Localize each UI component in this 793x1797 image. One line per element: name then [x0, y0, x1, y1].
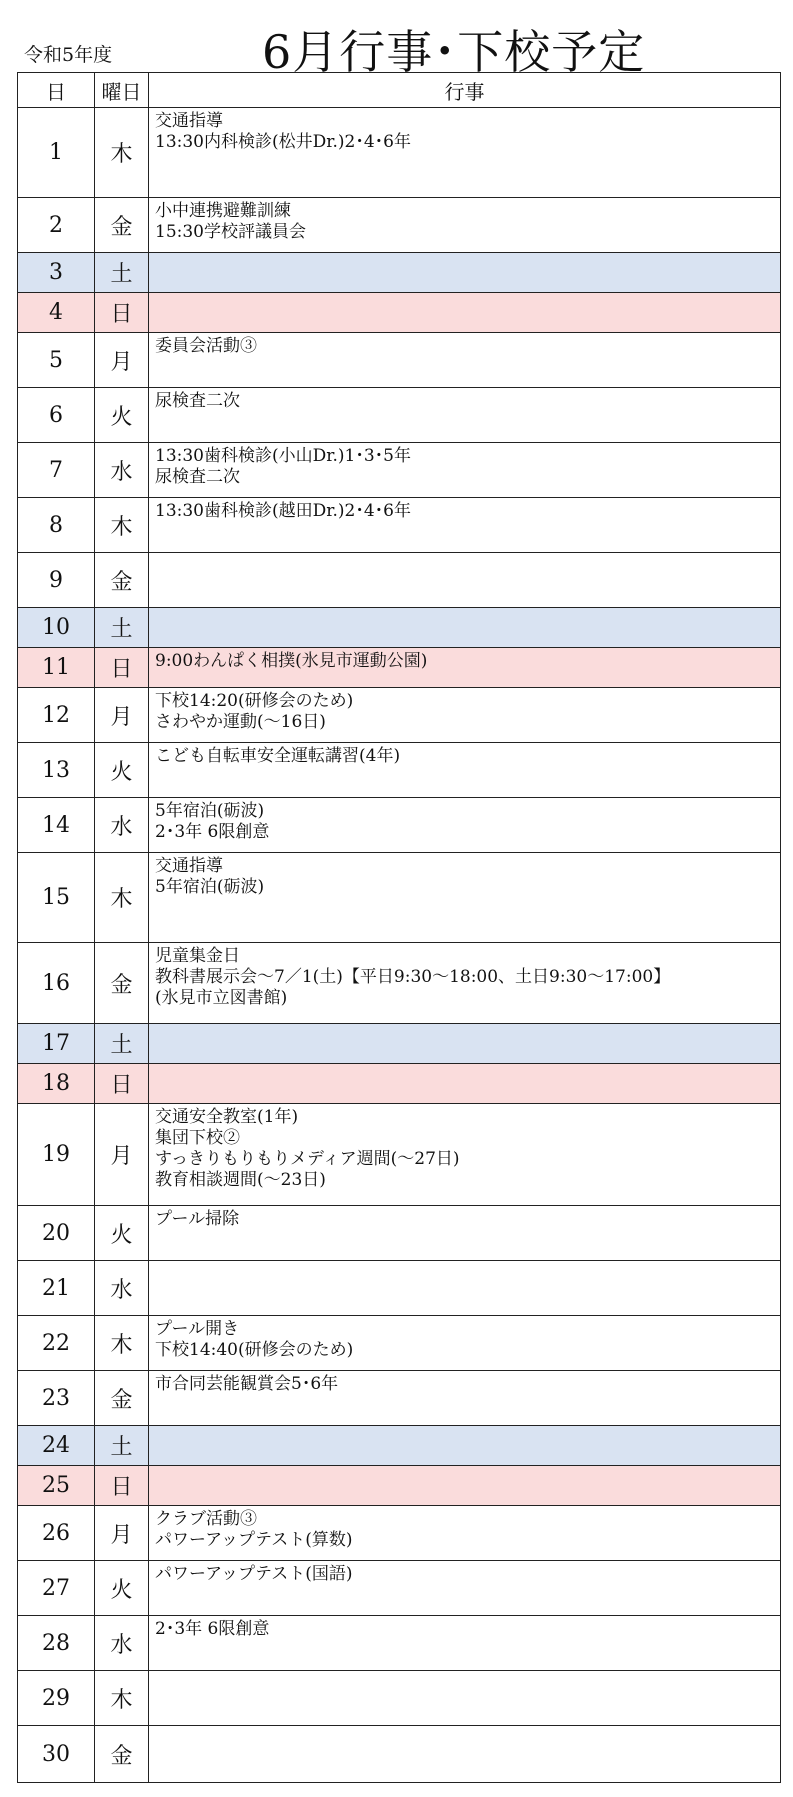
day-number: 12	[18, 688, 95, 743]
event-item: こども自転車安全運転講習(4年)	[155, 746, 401, 766]
day-of-week: 火	[95, 743, 149, 798]
event-item: (氷見市立図書館)	[155, 988, 288, 1008]
column-header-dow: 曜日	[95, 73, 149, 108]
table-row	[18, 253, 781, 293]
event-item: 集団下校②	[155, 1128, 240, 1148]
event-cell	[149, 1261, 781, 1316]
event-cell	[149, 1426, 781, 1466]
table-row	[18, 198, 781, 253]
event-item: 交通指導	[155, 111, 223, 131]
day-number: 15	[18, 853, 95, 943]
table-row	[18, 498, 781, 553]
day-of-week: 日	[95, 648, 149, 688]
day-number: 7	[18, 443, 95, 498]
event-item: 15:30学校評議員会	[155, 222, 306, 242]
event-cell	[149, 388, 781, 443]
page-title: 6月行事･下校予定	[262, 25, 646, 79]
event-item: 市合同芸能観賞会5･6年	[155, 1374, 339, 1394]
event-item: 13:30歯科検診(越田Dr.)2･4･6年	[155, 501, 411, 521]
event-item: パワーアップテスト(算数)	[155, 1530, 353, 1550]
event-cell	[149, 1064, 781, 1104]
event-item: 下校14:20(研修会のため)	[155, 691, 354, 711]
day-of-week: 土	[95, 253, 149, 293]
table-row	[18, 333, 781, 388]
header-row	[18, 73, 781, 108]
event-item: 2･3年 6限創意	[155, 1619, 270, 1639]
event-cell	[149, 198, 781, 253]
day-of-week: 金	[95, 943, 149, 1024]
event-item: 9:00わんぱく相撲(氷見市運動公園)	[155, 651, 428, 671]
table-row	[18, 388, 781, 443]
event-item: 小中連携避難訓練	[155, 201, 291, 221]
day-number: 19	[18, 1104, 95, 1206]
day-of-week: 木	[95, 498, 149, 553]
event-cell	[149, 943, 781, 1024]
schedule-body	[18, 108, 781, 1783]
day-number: 9	[18, 553, 95, 608]
day-of-week: 月	[95, 333, 149, 388]
day-number: 14	[18, 798, 95, 853]
event-item: 尿検査二次	[155, 391, 240, 411]
day-of-week: 木	[95, 853, 149, 943]
day-number: 1	[18, 108, 95, 198]
table-row	[18, 1024, 781, 1064]
table-row	[18, 1261, 781, 1316]
event-item: 尿検査二次	[155, 467, 240, 487]
event-cell	[149, 553, 781, 608]
event-cell	[149, 853, 781, 943]
event-cell	[149, 798, 781, 853]
day-of-week: 火	[95, 1206, 149, 1261]
day-number: 11	[18, 648, 95, 688]
event-item: プール開き	[155, 1319, 240, 1339]
day-number: 24	[18, 1426, 95, 1466]
day-of-week: 水	[95, 798, 149, 853]
day-number: 3	[18, 253, 95, 293]
day-number: 20	[18, 1206, 95, 1261]
day-number: 23	[18, 1371, 95, 1426]
event-cell	[149, 1316, 781, 1371]
event-cell	[149, 1104, 781, 1206]
day-number: 26	[18, 1506, 95, 1561]
day-of-week: 土	[95, 608, 149, 648]
event-cell	[149, 253, 781, 293]
day-number: 29	[18, 1671, 95, 1726]
event-item: 5年宿泊(砺波)	[155, 877, 265, 897]
day-of-week: 水	[95, 443, 149, 498]
event-cell	[149, 1616, 781, 1671]
day-number: 13	[18, 743, 95, 798]
event-cell	[149, 648, 781, 688]
table-row	[18, 443, 781, 498]
event-cell	[149, 1506, 781, 1561]
day-of-week: 日	[95, 1064, 149, 1104]
day-number: 22	[18, 1316, 95, 1371]
event-cell	[149, 1206, 781, 1261]
event-item: 2･3年 6限創意	[155, 822, 270, 842]
day-of-week: 木	[95, 108, 149, 198]
table-row	[18, 743, 781, 798]
event-item: 交通安全教室(1年)	[155, 1107, 299, 1127]
table-row	[18, 1104, 781, 1206]
event-cell	[149, 1561, 781, 1616]
event-item: すっきりもりもりメディア週間(～27日)	[155, 1149, 460, 1169]
event-item: 5年宿泊(砺波)	[155, 801, 265, 821]
day-of-week: 月	[95, 1104, 149, 1206]
day-number: 18	[18, 1064, 95, 1104]
event-cell	[149, 743, 781, 798]
event-cell	[149, 1024, 781, 1064]
table-row	[18, 943, 781, 1024]
day-of-week: 土	[95, 1426, 149, 1466]
event-item: 教科書展示会～7／1(土)【平日9:30～18:00、土日9:30～17:00】	[155, 967, 671, 987]
day-number: 8	[18, 498, 95, 553]
day-number: 16	[18, 943, 95, 1024]
table-row	[18, 1371, 781, 1426]
event-cell	[149, 1466, 781, 1506]
event-cell	[149, 443, 781, 498]
day-number: 17	[18, 1024, 95, 1064]
table-row	[18, 1671, 781, 1726]
table-row	[18, 293, 781, 333]
table-row	[18, 1064, 781, 1104]
day-number: 27	[18, 1561, 95, 1616]
day-of-week: 土	[95, 1024, 149, 1064]
event-cell	[149, 688, 781, 743]
day-of-week: 火	[95, 388, 149, 443]
table-row	[18, 1466, 781, 1506]
table-row	[18, 553, 781, 608]
event-item: 下校14:40(研修会のため)	[155, 1340, 354, 1360]
day-number: 4	[18, 293, 95, 333]
table-row	[18, 1726, 781, 1783]
event-cell	[149, 1671, 781, 1726]
day-of-week: 金	[95, 198, 149, 253]
day-of-week: 水	[95, 1616, 149, 1671]
day-number: 5	[18, 333, 95, 388]
table-row	[18, 798, 781, 853]
event-item: 交通指導	[155, 856, 223, 876]
event-cell	[149, 1726, 781, 1783]
day-number: 25	[18, 1466, 95, 1506]
event-item: クラブ活動③	[155, 1509, 257, 1529]
day-of-week: 日	[95, 1466, 149, 1506]
table-row	[18, 1616, 781, 1671]
event-item: 教育相談週間(～23日)	[155, 1170, 326, 1190]
event-item: 13:30歯科検診(小山Dr.)1･3･5年	[155, 446, 411, 466]
event-cell	[149, 498, 781, 553]
table-row	[18, 648, 781, 688]
day-of-week: 木	[95, 1316, 149, 1371]
event-cell	[149, 108, 781, 198]
day-of-week: 月	[95, 688, 149, 743]
event-cell	[149, 1371, 781, 1426]
day-of-week: 木	[95, 1671, 149, 1726]
table-row	[18, 853, 781, 943]
table-row	[18, 1206, 781, 1261]
day-number: 30	[18, 1726, 95, 1783]
table-row	[18, 608, 781, 648]
table-row	[18, 1316, 781, 1371]
event-item: プール掃除	[155, 1209, 240, 1229]
event-item: さわやか運動(～16日)	[155, 712, 326, 732]
event-cell	[149, 333, 781, 388]
day-number: 28	[18, 1616, 95, 1671]
day-of-week: 金	[95, 1726, 149, 1783]
column-header-day: 日	[18, 73, 95, 108]
table-row	[18, 1506, 781, 1561]
event-cell	[149, 293, 781, 333]
fiscal-year-label: 令和5年度	[24, 44, 113, 66]
schedule-table	[17, 72, 781, 1783]
event-cell	[149, 608, 781, 648]
column-header-events: 行事	[149, 73, 781, 108]
day-of-week: 金	[95, 1371, 149, 1426]
day-of-week: 水	[95, 1261, 149, 1316]
day-of-week: 火	[95, 1561, 149, 1616]
day-number: 10	[18, 608, 95, 648]
event-item: 委員会活動③	[155, 336, 257, 356]
day-number: 21	[18, 1261, 95, 1316]
event-item: パワーアップテスト(国語)	[155, 1564, 353, 1584]
event-item: 児童集金日	[155, 946, 240, 966]
event-item: 13:30内科検診(松井Dr.)2･4･6年	[155, 132, 411, 152]
day-of-week: 日	[95, 293, 149, 333]
day-of-week: 金	[95, 553, 149, 608]
table-row	[18, 1426, 781, 1466]
table-row	[18, 1561, 781, 1616]
day-of-week: 月	[95, 1506, 149, 1561]
day-number: 2	[18, 198, 95, 253]
day-number: 6	[18, 388, 95, 443]
table-row	[18, 688, 781, 743]
table-row	[18, 108, 781, 198]
